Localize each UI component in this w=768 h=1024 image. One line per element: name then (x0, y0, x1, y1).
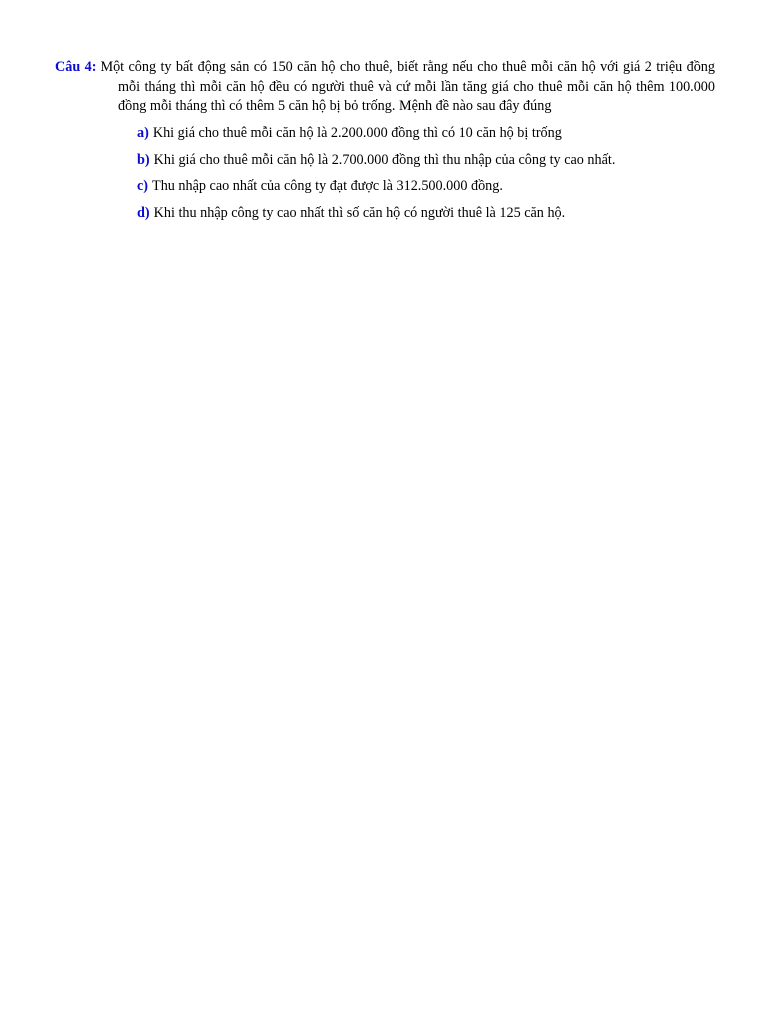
option-b-letter: b) (137, 151, 150, 168)
question-body (55, 58, 715, 117)
option-d (137, 204, 737, 224)
option-d-text: Khi thu nhập công ty cao nhất thì số căn hộ có người thuê là 125 căn hộ. (153, 204, 566, 221)
option-c-text: Thu nhập cao nhất của công ty đạt được là 312.500.000 đồng. (152, 178, 503, 194)
option-a (137, 124, 737, 144)
option-a-text: Khi giá cho thuê mỗi căn hộ là 2.200.000 đồng thì có 10 căn hộ bị trống (152, 125, 562, 141)
option-c (137, 177, 737, 197)
option-a-letter: a) (137, 125, 149, 141)
option-d-letter: d) (137, 204, 150, 221)
option-c-letter: c) (137, 178, 149, 194)
question-label: Câu 4: (55, 59, 97, 75)
option-b (137, 151, 737, 171)
question-block (55, 58, 715, 117)
options-list (137, 124, 737, 230)
option-b-text: Khi giá cho thuê mỗi căn hộ là 2.700.000 đồng thì thu nhập của công ty cao nhất. (153, 151, 616, 168)
question-text: Một công ty bất động sản có 150 căn hộ cho thuê, biết rằng nếu cho thuê mỗi căn hộ với giá 2 triệu đồng mỗi tháng thì mỗi căn hộ đều có người thuê và cứ mỗi lần tăng giá cho thuê mỗi căn hộ thêm 100.000 đồng mỗi tháng thì có thêm 5 căn hộ bị bỏ trống. Mệnh đề nào sau đây đúng (100, 59, 715, 114)
